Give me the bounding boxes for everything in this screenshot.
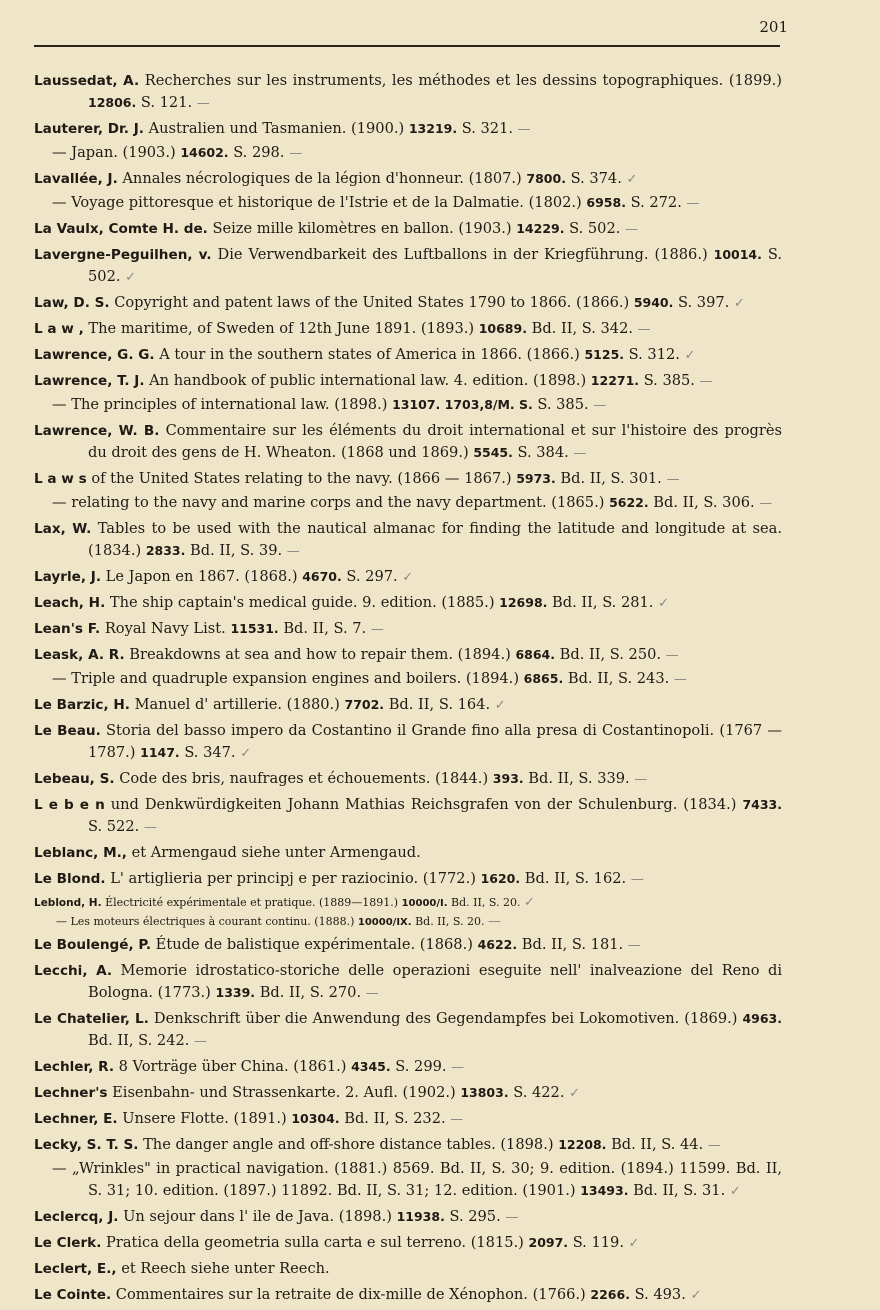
entry-reference: Bd. II, S. 281.: [552, 594, 654, 611]
entry-title: „Wrinkles" in practical navigation. (1881.) 8569. Bd. II, S. 30; 9. edition. (1894.) 11599. Bd. II, S. 31; 10. edition. (1897.) 11892. Bd. II, S. 31; 12. edition. (1901.): [72, 1160, 782, 1199]
bibliography-entry: [34, 644, 782, 667]
bibliography-entry: [34, 668, 782, 691]
bibliography-entry: [34, 894, 782, 913]
entry-title: Annales nécrologiques de la légion d'honneur. (1807.): [122, 170, 522, 187]
entry-title: Étude de balistique expérimentale. (1868.): [155, 936, 473, 953]
bibliography-entry: [34, 420, 782, 465]
entry-author: Lechner, E.: [34, 1111, 118, 1127]
entry-reference: S. 347.: [184, 744, 236, 761]
entry-number: 11938.: [396, 1209, 445, 1224]
entry-number: 14229.: [516, 221, 565, 236]
entry-dash: —: [52, 670, 67, 687]
entry-reference: Bd. II, S. 342.: [531, 320, 633, 337]
entry-author: Laussedat, A.: [34, 73, 140, 89]
entry-author: Leach, H.: [34, 595, 106, 611]
entry-author: Leclercq, J.: [34, 1209, 119, 1225]
entry-number: 10014.: [713, 247, 762, 262]
bibliography-entry: [34, 1108, 782, 1131]
entry-reference: S. 299.: [395, 1058, 447, 1075]
entry-title: Unsere Flotte. (1891.): [122, 1110, 287, 1127]
entry-mark: —: [488, 914, 501, 929]
entry-title: Recherches sur les instruments, les méthodes et les dessins topographiques. (1899.): [144, 72, 782, 89]
entry-number: 12698.: [499, 595, 548, 610]
entry-title: A tour in the southern states of America in 1866. (1866.): [159, 346, 580, 363]
entry-number: 5622.: [609, 495, 649, 510]
entry-list: [34, 70, 782, 1310]
bibliography-entry: [34, 934, 782, 957]
entry-reference: S. 384.: [517, 444, 569, 461]
bibliography-entry: [34, 794, 782, 839]
entry-number: 5125.: [584, 347, 625, 362]
entry-reference: S. 312.: [628, 346, 680, 363]
entry-title: The maritime, of Sweden of 12th June 1891. (1893.): [88, 320, 475, 337]
entry-author: Le Beau.: [34, 723, 101, 739]
entry-title: Breakdowns at sea and how to repair them. (1894.): [129, 646, 511, 663]
header-rule: [34, 45, 780, 47]
entry-author: La Vaulx, Comte H. de.: [34, 221, 208, 237]
entry-title: Tables to be used with the nautical almanac for finding the latitude and longitude at sea. (1834.): [88, 520, 783, 559]
entry-reference: Bd. II, S. 270.: [259, 984, 362, 1001]
entry-mark: —: [627, 938, 641, 953]
entry-title: Die Verwendbarkeit des Luftballons in der Kriegführung. (1886.): [217, 246, 708, 263]
entry-title: The ship captain's medical guide. 9. edition. (1885.): [109, 594, 495, 611]
entry-number: 393.: [492, 771, 524, 786]
entry-mark: ✓: [402, 570, 414, 585]
entry-author: Lebeau, S.: [34, 771, 115, 787]
entry-mark: —: [573, 446, 587, 461]
entry-title: Électricité expérimentale et pratique. (1889—1891.): [105, 896, 399, 909]
entry-author: Lawrence, T. J.: [34, 373, 145, 389]
entry-reference: Bd. II, S. 39.: [190, 542, 283, 559]
entry-number: 5973.: [516, 471, 556, 486]
entry-title: Commentaire sur les éléments du droit international et sur l'histoire des progrès du droit des gens de H. Wheaton. (1868 und 1869.): [88, 422, 783, 461]
entry-title: Royal Navy List.: [104, 620, 226, 637]
entry-author: Lecky, S. T. S.: [34, 1137, 139, 1153]
entry-author: L a w s: [34, 471, 87, 487]
entry-title: Copyright and patent laws of the United States 1790 to 1866. (1866.): [114, 294, 630, 311]
bibliography-entry: [34, 868, 782, 891]
entry-mark: —: [505, 1210, 519, 1225]
bibliography-entry: [34, 492, 782, 515]
entry-number: 13493.: [580, 1183, 629, 1198]
entry-title: Eisenbahn- und Strassenkarte. 2. Aufl. (1902.): [112, 1084, 456, 1101]
entry-author: Lawrence, G. G.: [34, 347, 155, 363]
entry-title: et Armengaud siehe unter Armengaud.: [131, 844, 421, 861]
bibliography-entry: [34, 694, 782, 717]
entry-number: 10304.: [291, 1111, 340, 1126]
entry-reference: Bd. II, S. 7.: [283, 620, 367, 637]
bibliography-entry: [34, 118, 782, 141]
entry-title: L' artiglieria per principj e per raziocinio. (1772.): [110, 870, 476, 887]
entry-title: Australien und Tasmanien. (1900.): [148, 120, 405, 137]
bibliography-entry: [34, 168, 782, 191]
entry-number: 1339.: [215, 985, 256, 1000]
entry-reference: Bd. II, S. 339.: [528, 770, 630, 787]
entry-number: 6865.: [523, 671, 564, 686]
bibliography-entry: [34, 1056, 782, 1079]
entry-number: 5545.: [473, 445, 513, 460]
bibliography-entry: [34, 218, 782, 241]
entry-mark: —: [370, 622, 384, 637]
entry-reference: S. 422.: [513, 1084, 565, 1101]
entry-reference: S. 272.: [630, 194, 682, 211]
entry-reference: Bd. II, S. 20.: [415, 915, 485, 928]
entry-title: Triple and quadruple expansion engines and boilers. (1894.): [71, 670, 520, 687]
entry-title: Code des bris, naufrages et échouements. (1844.): [119, 770, 489, 787]
bibliography-entry: [34, 142, 782, 165]
entry-mark: —: [759, 496, 773, 511]
entry-number: 11531.: [230, 621, 279, 636]
entry-mark: —: [699, 374, 713, 389]
entry-mark: —: [665, 648, 679, 663]
entry-reference: S. 321.: [461, 120, 513, 137]
entry-reference: S. 502.: [569, 220, 621, 237]
entry-author: L e b e n: [34, 797, 105, 813]
entry-reference: Bd. II, S. 181.: [521, 936, 624, 953]
entry-title: Memorie idrostatico-storiche delle operazioni eseguite nell' inalveazione del Reno di Bologna. (1773.): [88, 962, 783, 1001]
bibliography-entry: [34, 518, 782, 563]
entry-number: 5940.: [633, 295, 674, 310]
entry-title: Denkschrift über die Anwendung des Gegendampfes bei Lokomotiven. (1869.): [153, 1010, 738, 1027]
entry-title: 8 Vorträge über China. (1861.): [118, 1058, 347, 1075]
bibliography-entry: [34, 292, 782, 315]
entry-author: Layrle, J.: [34, 569, 101, 585]
entry-title: Un sejour dans l' ile de Java. (1898.): [123, 1208, 392, 1225]
entry-author: Lecchi, A.: [34, 963, 113, 979]
entry-mark: —: [194, 1034, 208, 1049]
entry-number: 4622.: [477, 937, 518, 952]
bibliography-entry: [34, 960, 782, 1005]
entry-dash: —: [56, 915, 67, 928]
entry-mark: ✓: [690, 1288, 702, 1303]
entry-mark: —: [451, 1060, 465, 1075]
entry-author: Le Chatelier, L.: [34, 1011, 149, 1027]
entry-reference: Bd. II, S. 31.: [633, 1182, 726, 1199]
entry-number: 13107. 1703,8/M. S.: [392, 397, 533, 412]
entry-mark: —: [625, 222, 639, 237]
entry-title: of the United States relating to the navy. (1866 — 1867.): [91, 470, 512, 487]
entry-reference: S. 397.: [678, 294, 730, 311]
entry-dash: —: [52, 1160, 67, 1177]
entry-mark: —: [143, 820, 157, 835]
entry-number: 4963.: [742, 1011, 783, 1026]
bibliography-entry: [34, 1008, 782, 1053]
entry-reference: S. 298.: [233, 144, 285, 161]
bibliography-entry: [34, 394, 782, 417]
entry-number: 2833.: [145, 543, 186, 558]
entry-title: Pratica della geometria sulla carta e sul terreno. (1815.): [106, 1234, 524, 1251]
entry-mark: ✓: [240, 746, 252, 761]
bibliography-entry: [34, 1284, 782, 1307]
entry-mark: ✓: [626, 172, 638, 187]
entry-number: 1620.: [480, 871, 521, 886]
entry-number: 6958.: [586, 195, 626, 210]
entry-number: 13219.: [408, 121, 458, 136]
entry-title: An handbook of public international law. 4. edition. (1898.): [149, 372, 587, 389]
entry-reference: S. 374.: [570, 170, 622, 187]
entry-mark: ✓: [523, 895, 535, 910]
page-number: 201: [759, 18, 788, 36]
entry-reference: Bd. II, S. 162.: [524, 870, 627, 887]
entry-title: Manuel d' artillerie. (1880.): [134, 696, 340, 713]
entry-author: Lavergne-Peguilhen, v.: [34, 247, 212, 263]
entry-author: Le Clerk.: [34, 1235, 102, 1251]
entry-mark: —: [450, 1112, 464, 1127]
entry-mark: —: [686, 196, 700, 211]
bibliography-entry: [34, 70, 782, 115]
entry-reference: Bd. II, S. 232.: [344, 1110, 446, 1127]
entry-author: Leblanc, M.,: [34, 845, 127, 861]
entry-reference: Bd. II, S. 164.: [388, 696, 491, 713]
bibliography-entry: [34, 913, 782, 932]
entry-reference: Bd. II, S. 306.: [653, 494, 755, 511]
entry-dash: —: [52, 494, 67, 511]
entry-number: 14602.: [180, 145, 229, 160]
entry-mark: ✓: [628, 1236, 640, 1251]
entry-reference: Bd. II, S. 301.: [560, 470, 662, 487]
bibliography-entry: [34, 192, 782, 215]
entry-mark: —: [593, 398, 607, 413]
entry-mark: ✓: [733, 296, 745, 311]
entry-reference: S. 297.: [346, 568, 398, 585]
entry-author: Lauterer, Dr. J.: [34, 121, 144, 137]
bibliography-entry: [34, 720, 782, 765]
entry-author: Lechner's: [34, 1085, 108, 1101]
entry-author: Leblond, H.: [34, 897, 102, 909]
entry-reference: S. 502.: [88, 246, 782, 285]
entry-number: 12806.: [88, 95, 137, 110]
entry-reference: S. 385.: [643, 372, 695, 389]
bibliography-entry: [34, 1258, 782, 1281]
entry-mark: —: [637, 322, 651, 337]
bibliography-entry: [34, 1134, 782, 1157]
bibliography-entry: [34, 1158, 782, 1203]
bibliography-entry: [34, 618, 782, 641]
entry-number: 12271.: [590, 373, 640, 388]
entry-author: Leask, A. R.: [34, 647, 125, 663]
bibliography-entry: [34, 1206, 782, 1229]
entry-number: 7433.: [742, 797, 782, 812]
entry-mark: —: [196, 96, 210, 111]
entry-mark: —: [673, 672, 687, 687]
entry-author: Lawrence, W. B.: [34, 423, 160, 439]
bibliography-entry: [34, 318, 782, 341]
entry-title: Japan. (1903.): [71, 144, 176, 161]
entry-reference: S. 493.: [634, 1286, 686, 1303]
entry-author: Lax, W.: [34, 521, 92, 537]
entry-reference: S. 119.: [572, 1234, 624, 1251]
entry-number: 7800.: [526, 171, 566, 186]
entry-reference: Bd. II, S. 44.: [611, 1136, 704, 1153]
entry-author: Lechler, R.: [34, 1059, 114, 1075]
bibliography-entry: [34, 244, 782, 289]
entry-author: Le Cointe.: [34, 1287, 112, 1303]
entry-title: relating to the navy and marine corps and the navy department. (1865.): [71, 494, 605, 511]
bibliography-entry: [34, 842, 782, 865]
entry-number: 4345.: [351, 1059, 391, 1074]
entry-author: Le Blond.: [34, 871, 106, 887]
entry-title: The principles of international law. (1898.): [71, 396, 388, 413]
entry-mark: —: [286, 544, 300, 559]
bibliography-entry: [34, 592, 782, 615]
entry-title: und Denkwürdigkeiten Johann Mathias Reichsgrafen von der Schulenburg. (1834.): [110, 796, 737, 813]
entry-number: 7702.: [344, 697, 385, 712]
entry-dash: —: [52, 194, 67, 211]
entry-number: 10000/IX.: [357, 917, 412, 928]
entry-author: Lean's F.: [34, 621, 101, 637]
entry-title: et Reech siehe unter Reech.: [121, 1260, 330, 1277]
entry-reference: S. 295.: [449, 1208, 501, 1225]
bibliography-entry: [34, 768, 782, 791]
entry-number: 12208.: [558, 1137, 607, 1152]
entry-mark: —: [289, 146, 303, 161]
entry-number: 1147.: [140, 745, 180, 760]
entry-mark: ✓: [125, 270, 137, 285]
entry-reference: S. 385.: [537, 396, 589, 413]
entry-reference: S. 121.: [140, 94, 193, 111]
entry-mark: —: [666, 472, 680, 487]
entry-dash: —: [52, 396, 67, 413]
entry-title: Storia del basso impero da Costantino il Grande fino alla presa di Costantinopoli. (1767 — 1787.): [88, 722, 783, 761]
entry-number: 2097.: [528, 1235, 569, 1250]
entry-mark: ✓: [684, 348, 696, 363]
entry-mark: —: [634, 772, 648, 787]
entry-mark: ✓: [494, 698, 506, 713]
entry-author: Leclert, E.,: [34, 1261, 117, 1277]
entry-author: Le Barzic, H.: [34, 697, 130, 713]
entry-author: L a w ,: [34, 321, 84, 337]
entry-mark: ✓: [729, 1184, 741, 1199]
bibliography-entry: [34, 370, 782, 393]
entry-number: 10000/I.: [401, 898, 448, 909]
entry-number: 6864.: [515, 647, 555, 662]
entry-mark: —: [630, 872, 644, 887]
entry-author: Le Boulengé, P.: [34, 937, 152, 953]
bibliography-entry: [34, 344, 782, 367]
entry-mark: —: [365, 986, 379, 1001]
entry-mark: —: [707, 1138, 721, 1153]
entry-author: Lavallée, J.: [34, 171, 118, 187]
entry-reference: Bd. II, S. 242.: [88, 1032, 190, 1049]
entry-mark: —: [517, 122, 531, 137]
bibliography-entry: [34, 1082, 782, 1105]
entry-reference: Bd. II, S. 250.: [559, 646, 662, 663]
entry-title: Le Japon en 1867. (1868.): [105, 568, 298, 585]
entry-reference: S. 522.: [88, 818, 140, 835]
entry-reference: Bd. II, S. 20.: [451, 896, 521, 909]
entry-number: 13803.: [460, 1085, 509, 1100]
entry-title: Commentaires sur la retraite de dix-mille de Xénophon. (1766.): [115, 1286, 586, 1303]
entry-title: Les moteurs électriques à courant continu. (1888.): [70, 915, 355, 928]
entry-reference: Bd. II, S. 243.: [567, 670, 670, 687]
bibliography-entry: [34, 468, 782, 491]
entry-title: The danger angle and off-shore distance tables. (1898.): [143, 1136, 554, 1153]
entry-mark: ✓: [569, 1086, 581, 1101]
bibliography-entry: [34, 566, 782, 589]
entry-dash: —: [52, 144, 67, 161]
entry-number: 10689.: [478, 321, 527, 336]
entry-mark: ✓: [658, 596, 669, 611]
entry-author: Law, D. S.: [34, 295, 110, 311]
bibliography-entry: [34, 1232, 782, 1255]
entry-title: Voyage pittoresque et historique de l'Istrie et de la Dalmatie. (1802.): [71, 194, 582, 211]
entry-number: 4670.: [302, 569, 342, 584]
entry-number: 2266.: [590, 1287, 630, 1302]
entry-title: Seize mille kilomètres en ballon. (1903.): [212, 220, 512, 237]
